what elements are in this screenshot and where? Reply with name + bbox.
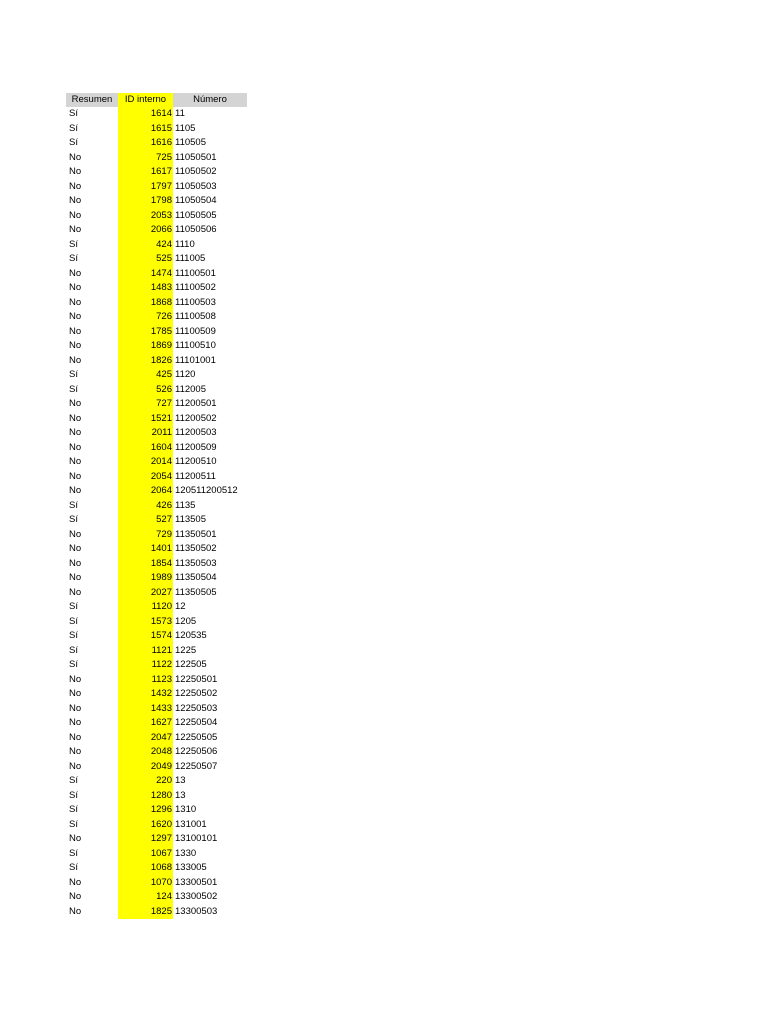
cell-id-interno: 1068 (118, 861, 173, 876)
cell-id-interno: 1868 (118, 296, 173, 311)
cell-resumen: No (69, 905, 82, 917)
cell-resumen: Sí (69, 601, 78, 612)
cell-id-interno: 1854 (118, 557, 173, 572)
cell-id-interno: 424 (118, 238, 173, 253)
cell-numero: 113505 (175, 514, 206, 525)
cell-id-interno: 1617 (118, 165, 173, 180)
table-row (66, 339, 256, 354)
cell-resumen: No (69, 267, 82, 279)
table-row (66, 325, 256, 340)
cell-numero: 11200509 (175, 441, 217, 453)
table-row (66, 165, 256, 180)
table-row (66, 818, 256, 833)
cell-id-interno: 1120 (118, 600, 173, 615)
table-row (66, 194, 256, 209)
cell-numero: 1225 (175, 644, 197, 656)
cell-resumen: No (69, 833, 82, 844)
cell-numero: 12250503 (175, 702, 218, 714)
cell-id-interno: 2053 (118, 209, 173, 224)
cell-id-interno: 2049 (118, 760, 173, 775)
cell-resumen: No (69, 746, 82, 757)
cell-id-interno: 1620 (118, 818, 173, 833)
cell-resumen: No (69, 891, 82, 902)
cell-resumen: Sí (69, 804, 78, 815)
table-row (66, 209, 256, 224)
cell-resumen: No (69, 340, 82, 351)
cell-id-interno: 1825 (118, 905, 173, 920)
cell-id-interno: 1122 (118, 658, 173, 673)
cell-id-interno: 1297 (118, 832, 173, 847)
column-header-resumen: Resumen (66, 93, 118, 107)
table-row (66, 571, 256, 586)
table-row (66, 847, 256, 862)
cell-numero: 11050504 (175, 195, 217, 206)
cell-id-interno: 426 (118, 499, 173, 514)
cell-numero: 11050501 (175, 151, 217, 163)
cell-resumen: No (69, 354, 82, 366)
cell-numero: 13 (175, 789, 186, 801)
cell-numero: 11100503 (175, 296, 216, 308)
cell-id-interno: 1401 (118, 542, 173, 557)
cell-numero: 1135 (175, 499, 196, 511)
cell-resumen: No (69, 412, 82, 424)
table-row (66, 615, 256, 630)
cell-resumen: No (69, 470, 82, 482)
cell-id-interno: 1296 (118, 803, 173, 818)
table-row (66, 383, 256, 398)
cell-numero: 11 (175, 108, 185, 119)
cell-id-interno: 1123 (118, 673, 173, 688)
cell-numero: 120511200512 (175, 485, 238, 496)
cell-numero: 12250504 (175, 717, 218, 728)
cell-numero: 1105 (175, 122, 196, 134)
cell-resumen: No (69, 731, 82, 743)
table-row (66, 716, 256, 731)
cell-numero: 1110 (175, 238, 195, 250)
table-row (66, 745, 256, 760)
cell-numero: 12250505 (175, 731, 218, 743)
cell-numero: 11200502 (175, 412, 217, 424)
table-row (66, 789, 256, 804)
table-row (66, 151, 256, 166)
table-row (66, 687, 256, 702)
cell-id-interno: 124 (118, 890, 173, 905)
cell-numero: 12 (175, 601, 186, 612)
cell-resumen: Sí (69, 630, 78, 641)
table-row (66, 905, 256, 920)
cell-id-interno: 1280 (118, 789, 173, 804)
cell-resumen: Sí (69, 615, 78, 627)
cell-id-interno: 727 (118, 397, 173, 412)
cell-id-interno: 1785 (118, 325, 173, 340)
table-row (66, 441, 256, 456)
cell-resumen: Sí (69, 644, 78, 656)
table-row (66, 267, 256, 282)
table-row (66, 354, 256, 369)
cell-numero: 11350505 (175, 586, 217, 598)
cell-numero: 11350503 (175, 557, 217, 569)
table-row (66, 310, 256, 325)
cell-numero: 13300503 (175, 905, 218, 917)
cell-numero: 11050503 (175, 180, 217, 192)
cell-numero: 11350501 (175, 528, 217, 540)
cell-resumen: Sí (69, 659, 78, 670)
cell-id-interno: 1432 (118, 687, 173, 702)
cell-id-interno: 1573 (118, 615, 173, 630)
cell-resumen: Sí (69, 514, 78, 525)
cell-id-interno: 1070 (118, 876, 173, 891)
cell-id-interno: 527 (118, 513, 173, 528)
cell-resumen: Sí (69, 775, 78, 786)
table-row (66, 470, 256, 485)
cell-resumen: No (69, 717, 82, 728)
cell-resumen: Sí (69, 847, 78, 859)
table-row (66, 702, 256, 717)
cell-resumen: No (69, 441, 82, 453)
cell-id-interno: 2011 (118, 426, 173, 441)
cell-numero: 11050505 (175, 209, 217, 221)
cell-id-interno: 2064 (118, 484, 173, 499)
cell-numero: 131001 (175, 818, 207, 830)
cell-resumen: Sí (69, 789, 78, 801)
cell-numero: 110505 (175, 137, 206, 148)
cell-numero: 111005 (175, 253, 206, 264)
cell-numero: 11100501 (175, 267, 216, 279)
cell-id-interno: 1474 (118, 267, 173, 282)
cell-numero: 11200510 (175, 456, 217, 467)
cell-resumen: No (69, 543, 82, 554)
table-row (66, 890, 256, 905)
cell-resumen: No (69, 282, 82, 293)
cell-id-interno: 1121 (118, 644, 173, 659)
cell-numero: 12250507 (175, 760, 218, 772)
cell-id-interno: 1616 (118, 136, 173, 151)
table-row (66, 281, 256, 296)
table-row (66, 528, 256, 543)
cell-numero: 11100502 (175, 282, 216, 293)
table-row (66, 760, 256, 775)
cell-id-interno: 1604 (118, 441, 173, 456)
table-row (66, 557, 256, 572)
cell-id-interno: 525 (118, 252, 173, 267)
table-row (66, 586, 256, 601)
cell-numero: 11100509 (175, 325, 216, 337)
column-header-numero: Número (173, 93, 247, 107)
table-row (66, 774, 256, 789)
table-row (66, 644, 256, 659)
cell-numero: 120535 (175, 630, 207, 641)
cell-id-interno: 1433 (118, 702, 173, 717)
table-row (66, 426, 256, 441)
cell-resumen: No (69, 456, 82, 467)
cell-id-interno: 1615 (118, 122, 173, 137)
cell-resumen: Sí (69, 108, 78, 119)
cell-numero: 11200511 (175, 470, 216, 482)
cell-resumen: No (69, 166, 82, 177)
table-row (66, 629, 256, 644)
cell-resumen: No (69, 427, 82, 438)
cell-resumen: Sí (69, 238, 78, 250)
cell-numero: 11101001 (175, 354, 216, 366)
cell-resumen: Sí (69, 137, 78, 148)
cell-resumen: No (69, 151, 82, 163)
cell-numero: 1120 (175, 369, 196, 380)
cell-numero: 1330 (175, 847, 197, 859)
cell-resumen: No (69, 195, 82, 206)
cell-id-interno: 2027 (118, 586, 173, 601)
cell-numero: 11350502 (175, 543, 217, 554)
cell-numero: 13300502 (175, 891, 218, 902)
cell-resumen: No (69, 760, 82, 772)
cell-id-interno: 1067 (118, 847, 173, 862)
table-row (66, 876, 256, 891)
cell-id-interno: 1483 (118, 281, 173, 296)
cell-numero: 11050506 (175, 224, 217, 235)
cell-resumen: No (69, 702, 82, 714)
cell-id-interno: 1614 (118, 107, 173, 122)
cell-id-interno: 725 (118, 151, 173, 166)
column-header-id-interno: ID interno (118, 93, 173, 107)
table-row (66, 658, 256, 673)
cell-resumen: Sí (69, 122, 78, 134)
cell-resumen: No (69, 296, 82, 308)
cell-id-interno: 726 (118, 310, 173, 325)
table-row (66, 861, 256, 876)
cell-numero: 11200503 (175, 427, 217, 438)
cell-resumen: Sí (69, 253, 78, 264)
table-body (66, 107, 256, 919)
table-row (66, 484, 256, 499)
cell-resumen: Sí (69, 862, 78, 873)
cell-numero: 133005 (175, 862, 207, 873)
cell-resumen: No (69, 673, 82, 685)
cell-id-interno: 220 (118, 774, 173, 789)
table-row (66, 180, 256, 195)
table-header-row (66, 93, 256, 107)
cell-numero: 13300501 (175, 876, 218, 888)
table-row (66, 832, 256, 847)
cell-id-interno: 425 (118, 368, 173, 383)
table-row (66, 368, 256, 383)
cell-resumen: No (69, 572, 82, 583)
cell-numero: 11100510 (175, 340, 216, 351)
cell-id-interno: 1798 (118, 194, 173, 209)
cell-id-interno: 1826 (118, 354, 173, 369)
cell-id-interno: 526 (118, 383, 173, 398)
cell-numero: 13100101 (175, 833, 218, 844)
table-row (66, 252, 256, 267)
cell-id-interno: 729 (118, 528, 173, 543)
cell-numero: 12250502 (175, 688, 218, 699)
table-row (66, 296, 256, 311)
cell-id-interno: 2066 (118, 223, 173, 238)
cell-resumen: Sí (69, 383, 78, 395)
table-row (66, 803, 256, 818)
cell-resumen: No (69, 586, 82, 598)
cell-numero: 12250506 (175, 746, 218, 757)
cell-resumen: No (69, 311, 82, 322)
cell-resumen: Sí (69, 499, 78, 511)
cell-id-interno: 1627 (118, 716, 173, 731)
cell-resumen: No (69, 876, 82, 888)
table-row (66, 513, 256, 528)
cell-id-interno: 2047 (118, 731, 173, 746)
cell-numero: 13 (175, 775, 186, 786)
cell-id-interno: 1869 (118, 339, 173, 354)
cell-numero: 12250501 (175, 673, 218, 685)
table-row (66, 542, 256, 557)
cell-id-interno: 1797 (118, 180, 173, 195)
cell-resumen: No (69, 528, 82, 540)
cell-resumen: No (69, 688, 82, 699)
cell-numero: 11200501 (175, 398, 217, 409)
cell-id-interno: 1521 (118, 412, 173, 427)
cell-id-interno: 1989 (118, 571, 173, 586)
table-row (66, 499, 256, 514)
table-row (66, 238, 256, 253)
cell-numero: 122505 (175, 659, 207, 670)
table-row (66, 455, 256, 470)
cell-resumen: No (69, 485, 82, 496)
cell-resumen: No (69, 398, 82, 409)
cell-numero: 11050502 (175, 166, 217, 177)
cell-numero: 112005 (175, 383, 206, 395)
cell-resumen: Sí (69, 818, 78, 830)
cell-resumen: No (69, 224, 82, 235)
cell-numero: 1310 (175, 804, 197, 815)
table-row (66, 412, 256, 427)
cell-resumen: No (69, 180, 82, 192)
table-row (66, 107, 256, 122)
table-row (66, 731, 256, 746)
table-row (66, 136, 256, 151)
cell-id-interno: 2054 (118, 470, 173, 485)
spreadsheet-table (66, 93, 256, 919)
table-row (66, 673, 256, 688)
cell-id-interno: 1574 (118, 629, 173, 644)
cell-resumen: No (69, 557, 82, 569)
cell-resumen: No (69, 325, 82, 337)
table-row (66, 122, 256, 137)
cell-numero: 11100508 (175, 311, 216, 322)
cell-id-interno: 2048 (118, 745, 173, 760)
cell-id-interno: 2014 (118, 455, 173, 470)
table-row (66, 223, 256, 238)
table-row (66, 397, 256, 412)
table-row (66, 600, 256, 615)
cell-numero: 1205 (175, 615, 197, 627)
cell-resumen: No (69, 209, 82, 221)
cell-resumen: Sí (69, 369, 78, 380)
cell-numero: 11350504 (175, 572, 217, 583)
